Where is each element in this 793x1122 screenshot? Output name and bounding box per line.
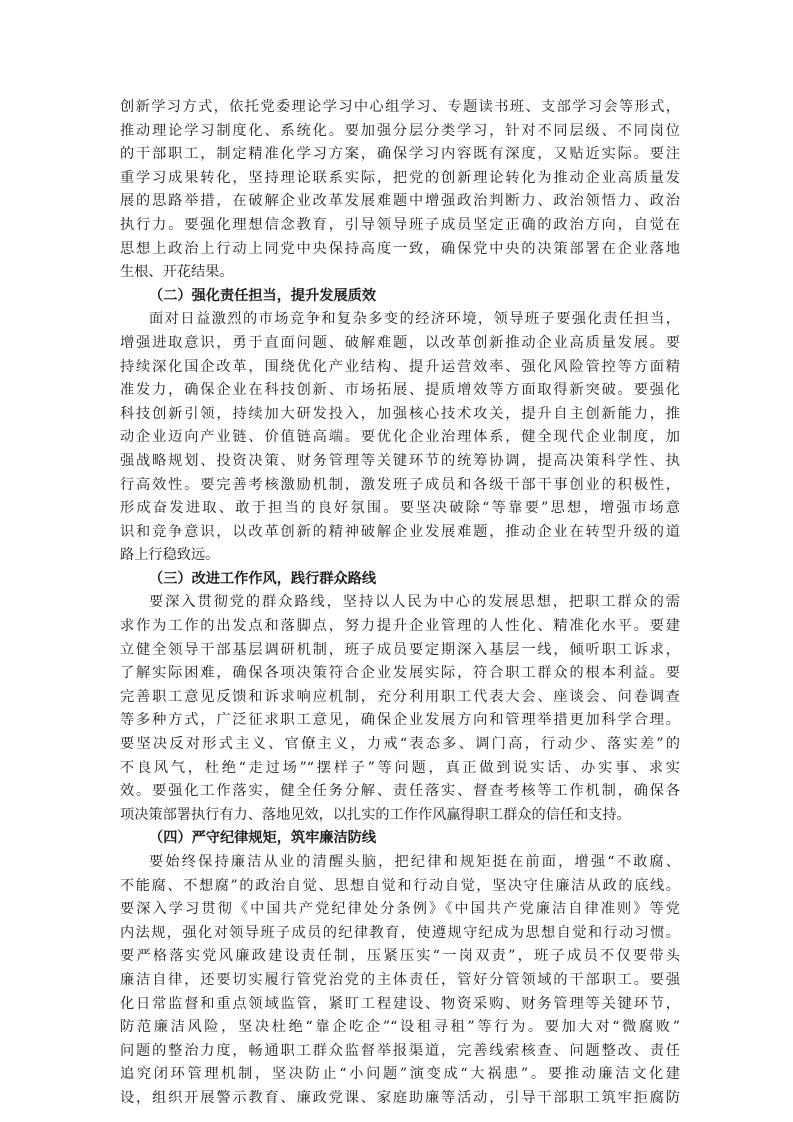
- paragraph-line: 科技创新引领，持续加大研发投入，加强核心技术攻关，提升自主创新能力，推: [120, 405, 680, 422]
- paragraph-line: 化日常监督和重点领域监管，紧盯工程建设、物资采购、财务管理等关键环节，: [120, 995, 680, 1012]
- paragraph-line: 防范廉洁风险，坚决杜绝“靠企吃企”“设租寻租”等行为。要加大对“微腐败”: [120, 1019, 680, 1036]
- paragraph-line: 识和竞争意识，以改革创新的精神破解企业发展难题，推动企业在转型升级的道: [120, 523, 680, 540]
- paragraph-line: 内法规，强化对领导班子成员的纪律教育，使遵规守纪成为思想自觉和行动习惯。: [120, 924, 680, 941]
- paragraph-line: 重学习成果转化，坚持理论联系实际，把党的创新理论转化为推动企业高质量发: [120, 169, 680, 186]
- paragraph-line: 增强进取意识，勇于直面问题、破解难题，以改革创新推动企业高质量发展。要: [120, 334, 680, 351]
- paragraph-line: 项决策部署执行有力、落地见效，以扎实的工作作风赢得职工群众的信任和支持。: [120, 806, 631, 823]
- paragraph-line: 问题的整治力度，畅通职工群众监督举报渠道，完善线索核查、问题整改、责任: [120, 1042, 680, 1059]
- paragraph-line: 求作为工作的出发点和落脚点，努力提升企业管理的人性化、精准化水平。要建: [120, 618, 680, 635]
- paragraph-line: 的干部职工，制定精准化学习方案，确保学习内容既有深度，又贴近实际。要注: [120, 146, 680, 163]
- paragraph-line: 要始终保持廉洁从业的清醒头脑，把纪律和规矩挺在前面，增强“不敢腐、: [149, 854, 680, 870]
- paragraph-line: 设，组织开展警示教育、廉政党课、家庭助廉等活动，引导干部职工筑牢拒腐防: [120, 1089, 680, 1106]
- paragraph-line: 路上行稳致远。: [120, 547, 220, 564]
- paragraph-line: 等多种方式，广泛征求职工意见，确保企业发展方向和管理举措更加科学合理。: [120, 712, 680, 729]
- paragraph-line: 廉洁自律，还要切实履行管党治党的主体责任，管好分管领域的干部职工。要强: [120, 971, 680, 988]
- paragraph-line: 推动理论学习制度化、系统化。要加强分层分类学习，针对不同层级、不同岗位: [120, 122, 680, 139]
- paragraph-line: 要深入学习贯彻《中国共产党纪律处分条例》《中国共产党廉洁自律准则》等党: [120, 901, 680, 918]
- document-body: [120, 96, 680, 1111]
- paragraph-line: 完善职工意见反馈和诉求响应机制，充分利用职工代表大会、座谈会、问卷调查: [120, 688, 680, 705]
- paragraph-line: 执行力。要强化理想信念教育，引导领导班子成员坚定正确的政治方向，自觉在: [120, 216, 680, 233]
- paragraph-line: 准发力，确保企业在科技创新、市场拓展、提质增效等方面取得新突破。要强化: [120, 382, 680, 399]
- section-heading: （四）严守纪律规矩，筑牢廉洁防线: [149, 830, 377, 847]
- paragraph-line: 展的思路举措，在破解企业改革发展难题中增强政治判断力、政治领悟力、政治: [120, 193, 680, 210]
- paragraph-line: 效。要强化工作落实，健全任务分解、责任落实、督查考核等工作机制，确保各: [120, 783, 680, 800]
- paragraph-line: 不良风气，杜绝“走过场”“摆样子”等问题，真正做到说实话、办实事、求实: [120, 759, 680, 776]
- section-heading: （三）改进工作作风，践行群众路线: [149, 570, 377, 587]
- paragraph-line: 要坚决反对形式主义、官僚主义，力戒“表态多、调门高，行动少、落实差”的: [120, 736, 680, 753]
- paragraph-line: 动企业迈向产业链、价值链高端。要优化企业治理体系，健全现代企业制度，加: [120, 429, 680, 446]
- paragraph-line: 要严格落实党风廉政建设责任制，压紧压实“一岗双责”，班子成员不仅要带头: [120, 948, 680, 965]
- paragraph-line: 面对日益激烈的市场竞争和复杂多变的经济环境，领导班子要强化责任担当，: [149, 311, 680, 328]
- paragraph-line: 了解实际困难，确保各项决策符合企业发展实际，符合职工群众的根本利益。要: [120, 665, 680, 682]
- paragraph-line: 生根、开花结果。: [120, 264, 234, 281]
- paragraph-line: 立健全领导干部基层调研机制，班子成员要定期深入基层一线，倾听职工诉求，: [120, 641, 680, 658]
- paragraph-line: 不能腐、不想腐”的政治自觉、思想自觉和行动自觉，坚决守住廉洁从政的底线。: [120, 877, 680, 894]
- paragraph-line: 形成奋发进取、敢于担当的良好氛围。要坚决破除“等靠要”思想，增强市场意: [120, 500, 680, 517]
- paragraph-line: 追究闭环管理机制，坚决防止“小问题”演变成“大祸患”。要推动廉洁文化建: [120, 1066, 680, 1083]
- paragraph-line: 持续深化国企改革，围绕优化产业结构、提升运营效率、强化风险管控等方面精: [120, 358, 680, 375]
- paragraph-line: 思想上政治上行动上同党中央保持高度一致，确保党中央的决策部署在企业落地: [120, 240, 680, 257]
- section-heading: （二）强化责任担当，提升发展质效: [149, 287, 377, 304]
- paragraph-line: 创新学习方式，依托党委理论学习中心组学习、专题读书班、支部学习会等形式，: [120, 99, 680, 115]
- paragraph-line: 要深入贯彻党的群众路线，坚持以人民为中心的发展思想，把职工群众的需: [149, 594, 680, 611]
- paragraph-line: 行高效性。要完善考核激励机制，激发班子成员和各级干部干事创业的积极性，: [120, 476, 680, 493]
- paragraph-line: 强战略规划、投资决策、财务管理等关键环节的统筹协调，提高决策科学性、执: [120, 452, 680, 469]
